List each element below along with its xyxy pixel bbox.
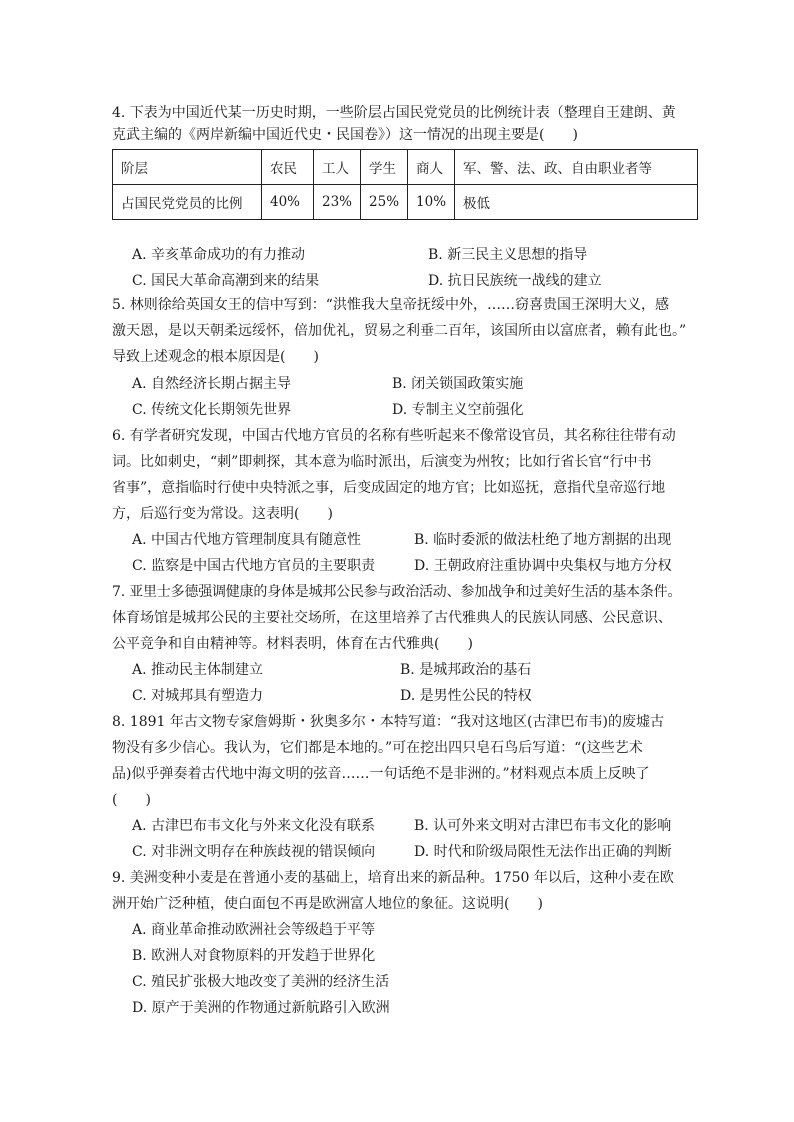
option-c: C. 监察是中国古代地方官员的主要职责 (132, 558, 376, 574)
option-a: A. 古津巴布韦文化与外来文化没有联系 (132, 818, 376, 834)
table-row (113, 185, 698, 220)
question-stem: 7. 亚里士多德强调健康的身体是城邦公民参与政治活动、参加战争和过美好生活的基本条件。 (112, 584, 682, 600)
table-header-cell: 农民 (262, 150, 314, 185)
option-c: C. 传统文化长期领先世界 (132, 402, 292, 418)
option-a: A. 中国古代地方管理制度具有随意性 (132, 532, 362, 548)
option-b: B. 认可外来文明对古津巴布韦文化的影响 (414, 818, 672, 834)
table-header-cell: 军、警、法、政、自由职业者等 (455, 150, 698, 185)
question-stem: 激天恩，是以天朝柔远绥怀，倍加优礼，贸易之利垂二百年，该国所由以富庶者，赖有此也。” (112, 323, 687, 339)
option-d: D. 抗日民族统一战线的建立 (428, 273, 602, 289)
table-header-cell: 阶层 (113, 150, 262, 185)
question-stem: 省事”，意指临时行使中央特派之事，后变成固定的地方官；比如巡抚，意指代皇帝巡行地 (112, 480, 666, 496)
option-a: A. 自然经济长期占据主导 (132, 376, 292, 392)
option-b: B. 是城邦政治的基石 (400, 662, 532, 678)
option-d: D. 是男性公民的特权 (400, 688, 532, 704)
question-stem: 克武主编的《两岸新编中国近代史・民国卷》）这一情况的出现主要是( ) (112, 127, 578, 143)
option-b: B. 临时委派的做法杜绝了地方割据的出现 (414, 532, 672, 548)
table-header-cell: 商人 (408, 150, 455, 185)
option-c: C. 对非洲文明存在种族歧视的错误倾向 (132, 844, 376, 860)
question-stem: 物没有多少信心。我认为，它们都是本地的。”可在挖出四只皂石鸟后写道：“(这些艺术 (112, 740, 643, 756)
party-member-ratio-table (112, 149, 698, 220)
question-stem: 6. 有学者研究发现，中国古代地方官员的名称有些听起来不像常设官员，其名称往往带有动 (112, 428, 676, 444)
option-d: D. 王朝政府注重协调中央集权与地方分权 (414, 558, 672, 574)
option-a: A. 商业革命推动欧洲社会等级趋于平等 (132, 922, 376, 938)
question-stem: 5. 林则徐给英国女王的信中写到：“洪惟我大皇帝抚绥中外，……窃喜贵国王深明大义，感 (112, 297, 669, 313)
question-stem: 体育场馆是城邦公民的主要社交场所，在这里培养了古代雅典人的民族认同感、公民意识、 (112, 610, 672, 626)
question-stem: 洲开始广泛种植，使白面包不再是欧洲富人地位的象征。这说明( ) (112, 896, 543, 912)
question-stem: 词。比如刺史，“刺”即刺探，其本意为临时派出，后演变为州牧；比如行省长官“行中书 (112, 454, 652, 470)
option-a: A. 辛亥革命成功的有力推动 (132, 247, 306, 263)
table-cell: 极低 (455, 185, 698, 220)
question-stem: 品)似乎弹奏着古代地中海文明的弦音……一句话绝不是非洲的。”材料观点本质上反映了 (112, 766, 650, 782)
question-stem: 方，后巡行变为常设。这表明( ) (112, 506, 333, 522)
question-stem: ( ) (112, 792, 151, 808)
option-b: B. 闭关锁国政策实施 (392, 376, 524, 392)
option-c: C. 殖民扩张极大地改变了美洲的经济生活 (132, 974, 390, 990)
option-b: B. 新三民主义思想的指导 (428, 247, 588, 263)
table-cell: 25% (361, 185, 408, 220)
question-stem: 4. 下表为中国近代某一历史时期，一些阶层占国民党党员的比例统计表（整理自王建朗、黄 (112, 105, 676, 121)
option-d: D. 专制主义空前强化 (392, 402, 524, 418)
question-stem: 导致上述观念的根本原因是( ) (112, 349, 319, 365)
table-cell: 23% (314, 185, 361, 220)
option-a: A. 推动民主体制建立 (132, 662, 264, 678)
question-stem: 9. 美洲变种小麦是在普通小麦的基础上，培育出来的新品种。1750 年以后，这种小麦在欧 (112, 870, 674, 886)
table-cell: 占国民党党员的比例 (113, 185, 262, 220)
table-header-cell: 工人 (314, 150, 361, 185)
table-header-cell: 学生 (361, 150, 408, 185)
option-b: B. 欧洲人对食物原料的开发趋于世界化 (132, 948, 376, 964)
table-header-row (113, 150, 698, 185)
question-stem: 公平竞争和自由精神等。材料表明，体育在古代雅典( ) (112, 636, 473, 652)
table-cell: 40% (262, 185, 314, 220)
table-cell: 10% (408, 185, 455, 220)
option-c: C. 对城邦具有塑造力 (132, 688, 264, 704)
option-c: C. 国民大革命高潮到来的结果 (132, 273, 320, 289)
option-d: D. 原产于美洲的作物通过新航路引入欧洲 (132, 1000, 390, 1016)
question-stem: 8. 1891 年古文物专家詹姆斯・狄奥多尔・本特写道：“我对这地区(古津巴布韦)的废墟古 (112, 714, 664, 730)
option-d: D. 时代和阶级局限性无法作出正确的判断 (414, 844, 672, 860)
